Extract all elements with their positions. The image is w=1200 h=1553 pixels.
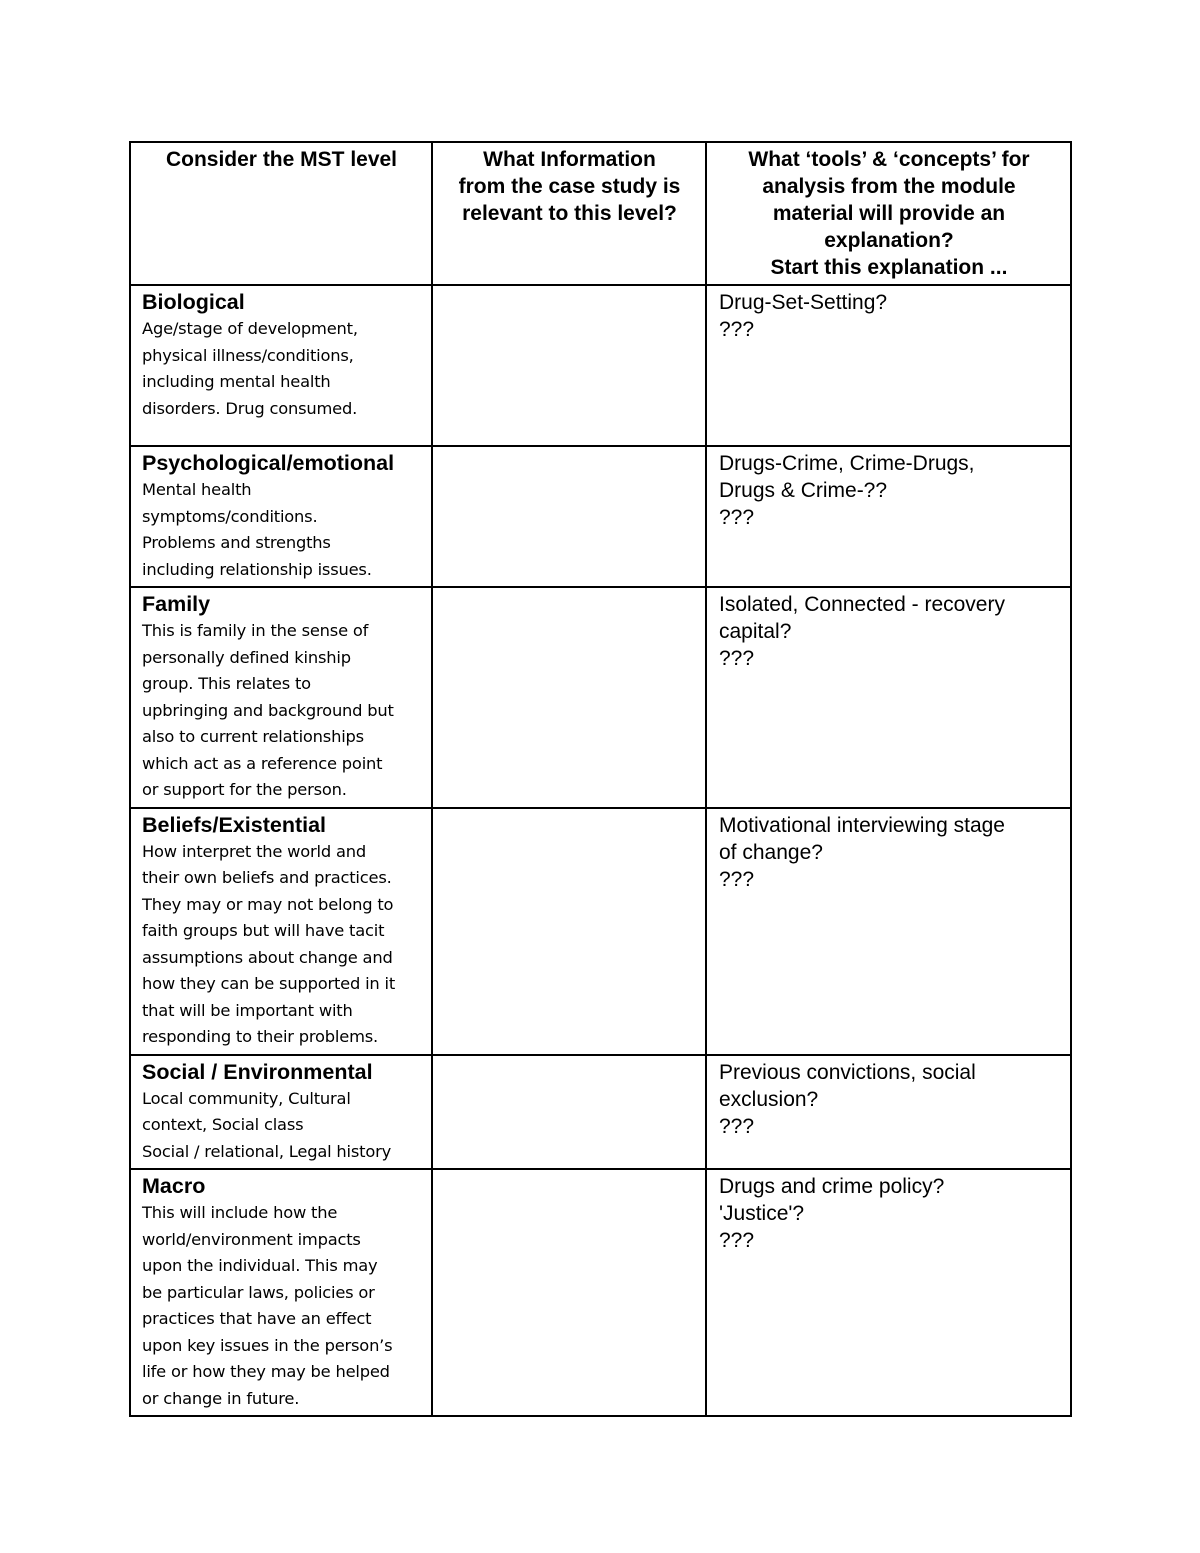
tools-text: exclusion? [719, 1087, 819, 1111]
level-description: group. This relates to [142, 674, 311, 693]
level-description: upon the individual. This may [142, 1256, 378, 1275]
level-description: physical illness/conditions, [142, 345, 354, 365]
header-text: Consider the MST level [165, 148, 398, 171]
level-description: or change in future. [142, 1388, 300, 1408]
level-description: context, Social class [142, 1115, 304, 1134]
level-description: that will be important with [142, 1000, 353, 1020]
level-description: also to current relationships [142, 727, 364, 746]
level-description: assumptions about change and [142, 947, 393, 967]
tools-cell [706, 1169, 1071, 1416]
tools-text: 'Justice'? [719, 1202, 805, 1225]
tools-text: ??? [719, 647, 755, 670]
level-description: including mental health [142, 372, 331, 391]
tools-text: of change? [719, 840, 823, 864]
level-description: Problems and strengths [142, 533, 331, 552]
level-description: They may or may not belong to [142, 894, 394, 914]
header-mst-level [130, 142, 432, 285]
level-description: practices that have an effect [142, 1309, 372, 1328]
tools-cell [706, 587, 1071, 808]
level-description: their own beliefs and practices. [142, 868, 392, 887]
level-title: Social / Environmental [142, 1059, 373, 1084]
level-description: how they can be supported in it [142, 974, 396, 993]
info-cell [432, 446, 706, 587]
tools-text: Drugs-Crime, Crime-Drugs, [719, 452, 975, 475]
level-description: How interpret the world and [142, 841, 367, 861]
header-text: What ‘tools’ & ‘concepts’ for [748, 148, 1030, 171]
tools-text: Isolated, Connected - recovery [719, 593, 1005, 616]
tools-cell [706, 808, 1071, 1055]
header-text: analysis from the module [762, 175, 1016, 198]
tools-text: ??? [719, 1114, 755, 1138]
level-description: This will include how the [142, 1203, 338, 1222]
level-description: disorders. Drug consumed. [142, 398, 358, 418]
tools-text: Motivational interviewing stage [719, 813, 1005, 837]
header-text: material will provide an [772, 202, 1006, 225]
tools-text: ??? [719, 1229, 755, 1252]
level-description: Mental health [142, 480, 252, 499]
tools-cell [706, 446, 1071, 587]
level-title: Beliefs/Existential [142, 812, 327, 837]
mst-analysis-table [129, 141, 1072, 1417]
level-title: Family [142, 592, 211, 616]
level-description: be particular laws, policies or [142, 1282, 375, 1302]
level-description: life or how they may be helped [142, 1362, 390, 1381]
level-description: symptoms/conditions. [142, 506, 318, 526]
table-row [130, 1169, 1071, 1416]
table-header-row [130, 142, 1071, 285]
table-row [130, 285, 1071, 446]
level-cell [130, 808, 432, 1055]
level-description: or support for the person. [142, 780, 347, 799]
header-text: Start this explanation ... [770, 256, 1008, 279]
tools-text: Drug-Set-Setting? [719, 291, 888, 314]
level-description: upbringing and background but [142, 700, 394, 720]
table-row [130, 446, 1071, 587]
level-title: Macro [142, 1174, 206, 1198]
level-description: personally defined kinship [142, 647, 351, 667]
level-description: responding to their problems. [142, 1027, 378, 1046]
level-description: including relationship issues. [142, 559, 372, 579]
level-cell [130, 587, 432, 808]
info-cell [432, 1169, 706, 1416]
tools-text: Previous convictions, social [719, 1060, 976, 1084]
header-text: from the case study is [458, 175, 681, 198]
header-text: explanation? [824, 229, 954, 252]
table-row [130, 1055, 1071, 1170]
info-cell [432, 808, 706, 1055]
level-description: upon key issues in the person’s [142, 1335, 393, 1355]
table-row [130, 808, 1071, 1055]
table-row [130, 587, 1071, 808]
tools-text: ??? [719, 318, 755, 341]
tools-cell [706, 1055, 1071, 1170]
level-title: Biological [142, 290, 245, 314]
level-description: Age/stage of development, [142, 319, 358, 338]
level-cell [130, 285, 432, 446]
tools-text: capital? [719, 620, 792, 643]
info-cell [432, 285, 706, 446]
header-tools-concepts [706, 142, 1071, 285]
level-description: which act as a reference point [142, 753, 383, 773]
level-title: Psychological/emotional [142, 451, 395, 475]
tools-cell [706, 285, 1071, 446]
level-description: Social / relational, Legal history [142, 1141, 392, 1161]
level-cell [130, 446, 432, 587]
level-description: world/environment impacts [142, 1229, 361, 1249]
header-case-study-info [432, 142, 706, 285]
level-description: Local community, Cultural [142, 1088, 351, 1108]
tools-text: ??? [719, 867, 755, 891]
header-text: What Information [483, 148, 656, 171]
header-text: relevant to this level? [462, 202, 677, 225]
level-description: faith groups but will have tacit [142, 921, 385, 940]
level-description: This is family in the sense of [142, 621, 369, 640]
tools-text: Drugs & Crime-?? [719, 479, 888, 502]
tools-text: Drugs and crime policy? [719, 1175, 945, 1198]
tools-text: ??? [719, 506, 755, 529]
info-cell [432, 587, 706, 808]
info-cell [432, 1055, 706, 1170]
level-cell [130, 1169, 432, 1416]
level-cell [130, 1055, 432, 1170]
